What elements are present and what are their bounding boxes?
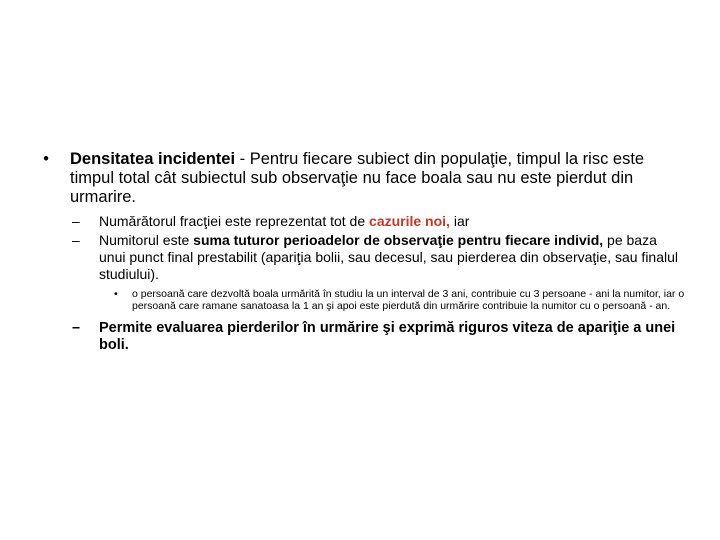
numitor-bold-text: suma tuturor perioadelor de observaţie pentru fiecare individ, [193,232,604,248]
bullet-icon: • [114,288,118,300]
dash-icon: – [72,213,80,229]
numitor-text: Numitorul este [99,232,194,248]
highlight-cazurile-noi: cazurile noi, [369,213,450,229]
numitor-text-end: pe baza unui punct final prestabilit (apariţia bolii, sau decesul, sau pierderea din observaţie, sau finalul studiului). [99,232,679,282]
dash-icon: – [72,320,81,336]
example-text: o persoană care dezvoltă boala urmărită în studiu la un interval de 3 ani, contribuie cu 3 persoane - ani la numitor, iar o persoană care ramane sanatoasa la 1 an şi apoi este pierdută din urmărire contribuie la numitor cu o persoană - an. [132,288,685,312]
detail-bullet-example [36,288,686,312]
numarator-text-end: iar [449,213,470,229]
numarator-text: Numărătorul fracţiei este reprezentat tot de [99,213,370,229]
bullet-densitatea-incidentei [36,150,686,207]
dash-icon: – [72,232,80,248]
permite-text: Permite evaluarea pierderilor în urmărire şi exprimă riguros viteza de apariţie a unei boli. [99,320,676,353]
sub-bullet-permite-evaluarea [36,320,686,354]
sub-bullet-numarator [36,213,686,230]
sub-bullet-numitor [36,232,686,283]
term-label: Densitatea incidentei [70,150,236,168]
slide-content [36,150,686,354]
bullet-icon: • [43,150,49,168]
definition-text: - Pentru fiecare subiect din populaţie, timpul la risc este timpul total cât subiectul sub observaţie nu face boala sau nu este pierdut din urmarire. [70,150,645,206]
